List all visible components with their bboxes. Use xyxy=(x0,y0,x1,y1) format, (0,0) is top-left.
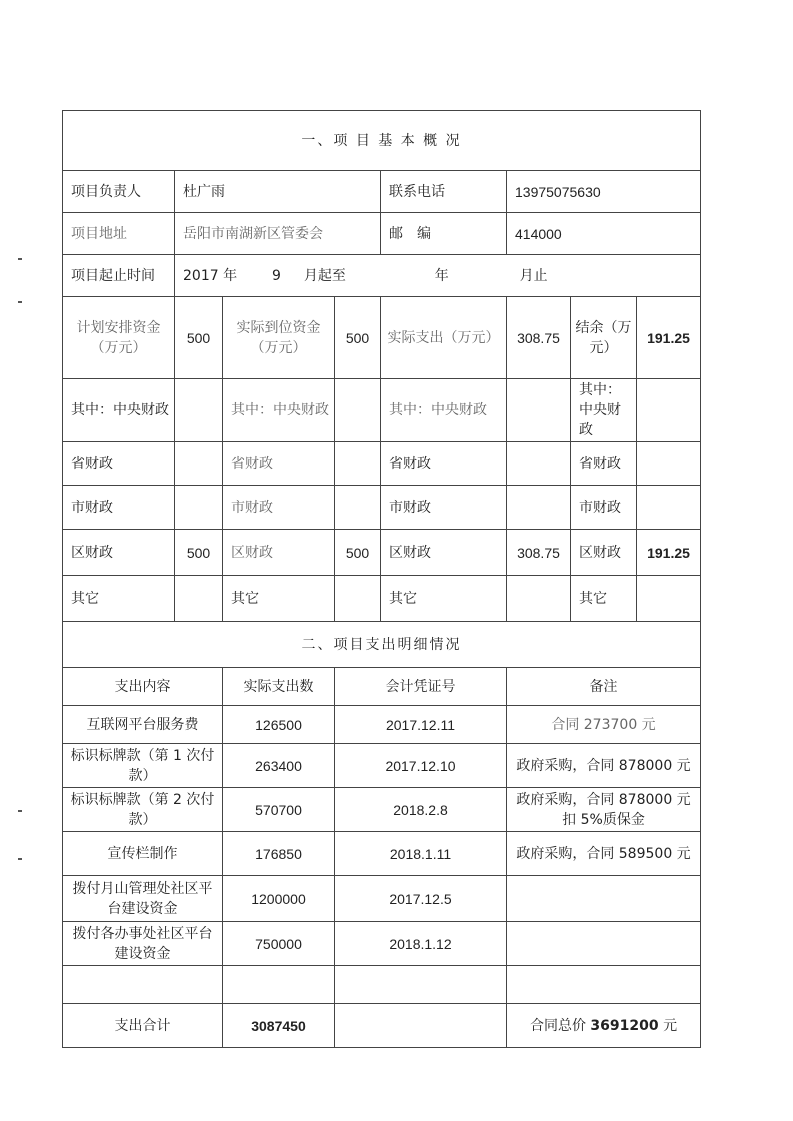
phone-label: 联系电话 xyxy=(381,171,507,213)
header-note: 备注 xyxy=(507,668,701,706)
central-label: 其中：中央财政 xyxy=(63,379,175,442)
scan-mark xyxy=(18,810,22,812)
address-label: 项目地址 xyxy=(63,213,175,255)
row-voucher: 2017.12.11 xyxy=(335,706,507,744)
plan-total: 500 xyxy=(175,297,223,379)
province-label-balance: 省财政 xyxy=(571,442,637,486)
central-spend xyxy=(507,379,571,442)
table-row xyxy=(63,706,701,744)
period-end-year-unit: 年 xyxy=(434,267,449,284)
total-note-unit: 元 xyxy=(663,1017,678,1034)
period-start-month: 9 xyxy=(272,267,281,284)
row-note: 政府采购，合同 589500 元 xyxy=(507,832,701,876)
leader-value: 杜广雨 xyxy=(175,171,381,213)
total-note xyxy=(507,1004,701,1048)
city-label: 市财政 xyxy=(63,486,175,530)
total-voucher xyxy=(335,1004,507,1048)
row-amount: 1200000 xyxy=(223,876,335,922)
row-note: 政府采购，合同 878000 元 xyxy=(507,744,701,788)
row-content: 标识标牌款（第 1 次付款） xyxy=(63,744,223,788)
province-label-actual: 省财政 xyxy=(223,442,335,486)
period-label: 项目起止时间 xyxy=(63,255,175,297)
province-label: 省财政 xyxy=(63,442,175,486)
row-voucher: 2017.12.5 xyxy=(335,876,507,922)
address-value: 岳阳市南湖新区管委会 xyxy=(175,213,381,255)
row-amount: 176850 xyxy=(223,832,335,876)
header-voucher: 会计凭证号 xyxy=(335,668,507,706)
central-plan xyxy=(175,379,223,442)
phone-value: 13975075630 xyxy=(507,171,701,213)
plan-label: 计划安排资金（万元） xyxy=(63,297,175,379)
period-year-unit: 年 xyxy=(223,267,238,284)
balance-label: 结余（万元） xyxy=(571,297,637,379)
row-content: 标识标牌款（第 2 次付款） xyxy=(63,788,223,832)
province-balance xyxy=(637,442,701,486)
other-spend xyxy=(507,576,571,622)
other-label-actual: 其它 xyxy=(223,576,335,622)
central-label-balance: 其中：中央财政 xyxy=(571,379,637,442)
city-label-actual: 市财政 xyxy=(223,486,335,530)
row-note: 政府采购，合同 878000 元扣 5%质保金 xyxy=(507,788,701,832)
row-voucher: 2017.12.10 xyxy=(335,744,507,788)
province-actual xyxy=(335,442,381,486)
city-actual xyxy=(335,486,381,530)
period-value xyxy=(175,255,701,297)
form-table xyxy=(62,110,701,1048)
city-spend xyxy=(507,486,571,530)
district-label-balance: 区财政 xyxy=(571,530,637,576)
central-label-actual: 其中：中央财政 xyxy=(223,379,335,442)
project-form xyxy=(62,110,700,1048)
header-amount: 实际支出数 xyxy=(223,668,335,706)
district-actual: 500 xyxy=(335,530,381,576)
table-row xyxy=(63,876,701,922)
row-amount: 750000 xyxy=(223,922,335,966)
section-1-title: 一、项 目 基 本 概 况 xyxy=(63,111,701,171)
period-end-month-unit: 月止 xyxy=(519,267,548,284)
total-label: 支出合计 xyxy=(63,1004,223,1048)
period-start-year: 2017 xyxy=(183,267,219,284)
table-row xyxy=(63,744,701,788)
row-amount: 126500 xyxy=(223,706,335,744)
district-spend: 308.75 xyxy=(507,530,571,576)
total-amount: 3087450 xyxy=(223,1004,335,1048)
district-label: 区财政 xyxy=(63,530,175,576)
scan-mark xyxy=(18,301,22,303)
province-spend xyxy=(507,442,571,486)
central-actual xyxy=(335,379,381,442)
row-note: 合同 273700 元 xyxy=(507,706,701,744)
header-content: 支出内容 xyxy=(63,668,223,706)
table-row-empty xyxy=(63,966,701,1004)
central-label-spend: 其中：中央财政 xyxy=(381,379,507,442)
actual-total: 500 xyxy=(335,297,381,379)
city-label-balance: 市财政 xyxy=(571,486,637,530)
other-plan xyxy=(175,576,223,622)
central-balance xyxy=(637,379,701,442)
postcode-value: 414000 xyxy=(507,213,701,255)
scan-mark xyxy=(18,858,22,860)
row-content: 拨付各办事处社区平台建设资金 xyxy=(63,922,223,966)
province-label-spend: 省财政 xyxy=(381,442,507,486)
row-content: 拨付月山管理处社区平台建设资金 xyxy=(63,876,223,922)
row-note xyxy=(507,876,701,922)
period-month-from: 月起至 xyxy=(303,267,346,284)
table-row xyxy=(63,832,701,876)
row-voucher: 2018.1.11 xyxy=(335,832,507,876)
row-amount: 263400 xyxy=(223,744,335,788)
actual-label: 实际到位资金（万元） xyxy=(223,297,335,379)
table-row xyxy=(63,922,701,966)
postcode-label: 邮 编 xyxy=(381,213,507,255)
leader-label: 项目负责人 xyxy=(63,171,175,213)
other-balance xyxy=(637,576,701,622)
row-content: 互联网平台服务费 xyxy=(63,706,223,744)
spend-total: 308.75 xyxy=(507,297,571,379)
row-amount: 570700 xyxy=(223,788,335,832)
spend-label: 实际支出（万元） xyxy=(381,297,507,379)
scan-mark xyxy=(18,258,22,260)
section-2-title: 二、项目支出明细情况 xyxy=(63,622,701,668)
table-row xyxy=(63,788,701,832)
other-label: 其它 xyxy=(63,576,175,622)
city-balance xyxy=(637,486,701,530)
district-plan: 500 xyxy=(175,530,223,576)
row-note xyxy=(507,922,701,966)
district-label-actual: 区财政 xyxy=(223,530,335,576)
city-label-spend: 市财政 xyxy=(381,486,507,530)
balance-total: 191.25 xyxy=(637,297,701,379)
row-content: 宣传栏制作 xyxy=(63,832,223,876)
total-note-prefix: 合同总价 xyxy=(529,1017,586,1034)
city-plan xyxy=(175,486,223,530)
row-voucher: 2018.1.12 xyxy=(335,922,507,966)
other-actual xyxy=(335,576,381,622)
total-note-value: 3691200 xyxy=(590,1017,659,1034)
other-label-spend: 其它 xyxy=(381,576,507,622)
district-balance: 191.25 xyxy=(637,530,701,576)
province-plan xyxy=(175,442,223,486)
other-label-balance: 其它 xyxy=(571,576,637,622)
row-voucher: 2018.2.8 xyxy=(335,788,507,832)
district-label-spend: 区财政 xyxy=(381,530,507,576)
